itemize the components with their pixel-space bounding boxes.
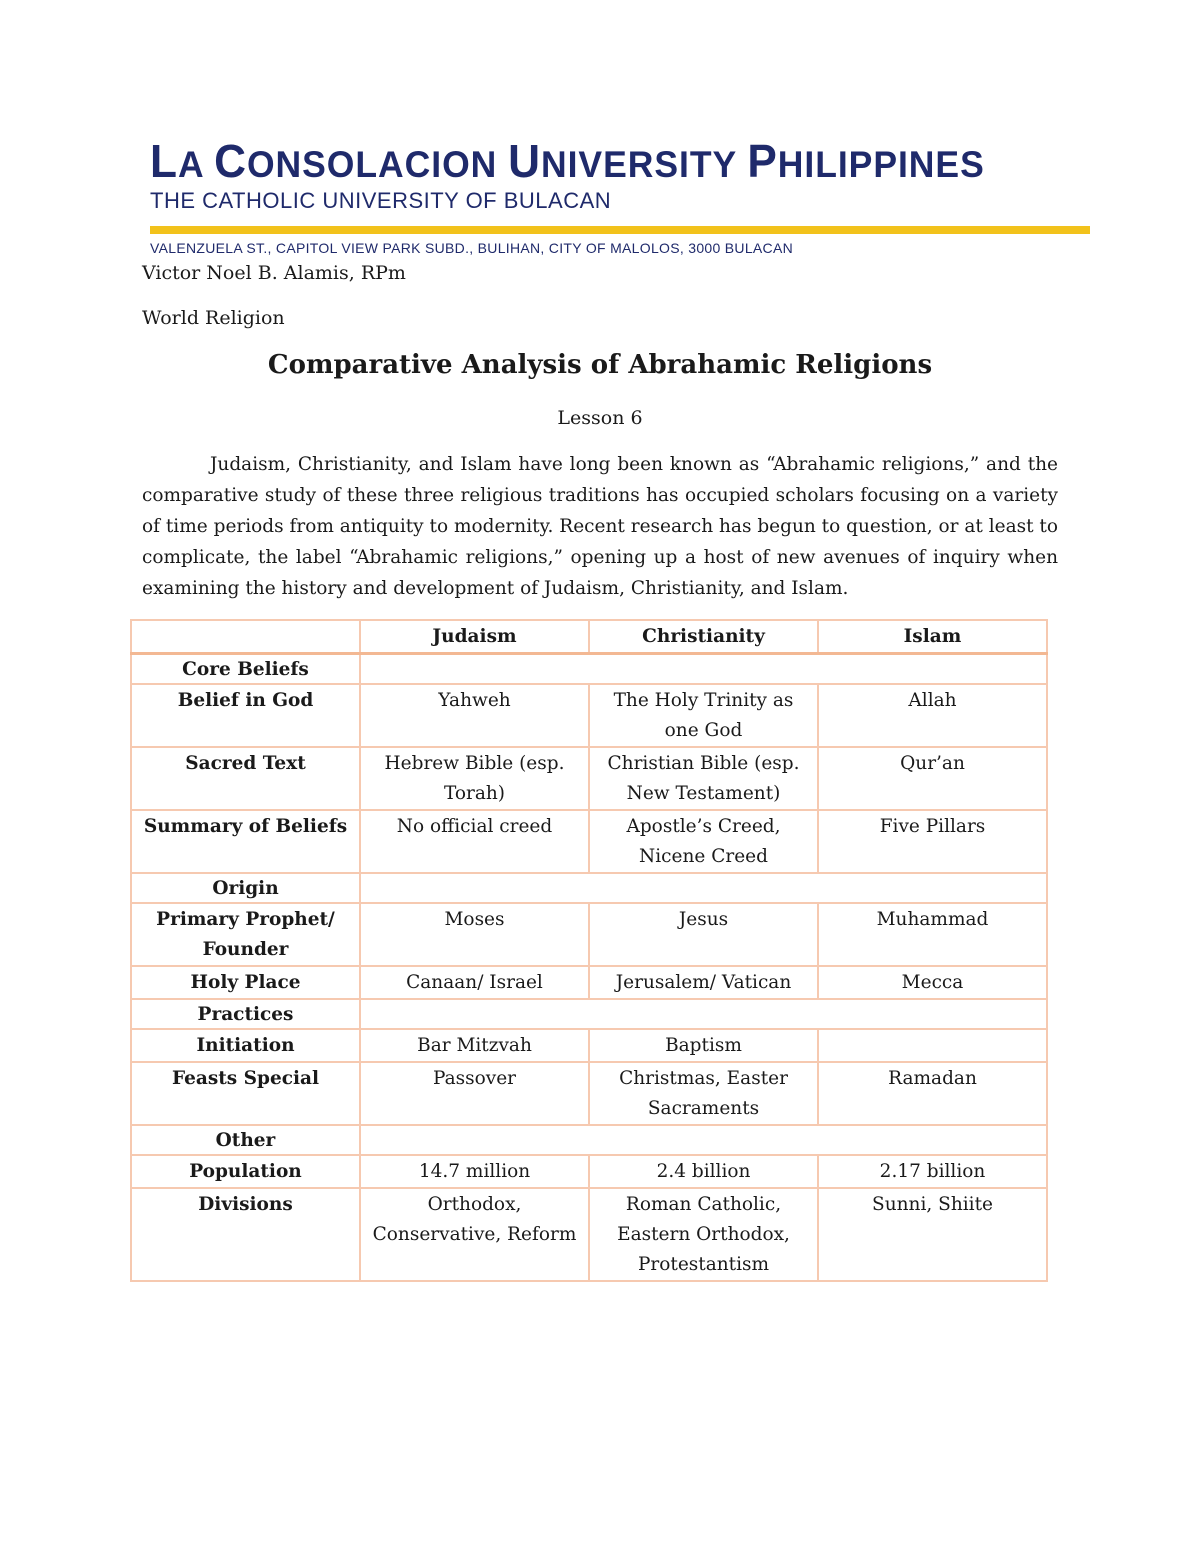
row-label: Belief in God (131, 684, 360, 747)
table-cell: 2.17 billion (818, 1155, 1047, 1188)
university-subtitle: THE CATHOLIC UNIVERSITY OF BULACAN (150, 188, 612, 213)
table-cell: 2.4 billion (589, 1155, 818, 1188)
section-label: Other (131, 1125, 360, 1155)
table-cell: Jesus (589, 903, 818, 966)
table-cell: Baptism (589, 1029, 818, 1062)
section-empty-cell (360, 654, 1047, 685)
table-cell: Ramadan (818, 1062, 1047, 1125)
table-row (131, 903, 1047, 966)
comparison-table (130, 619, 1048, 1282)
university-address: VALENZUELA ST., CAPITOL VIEW PARK SUBD., BULIHAN, CITY OF MALOLOS, 3000 BULACAN (150, 240, 794, 256)
table-cell: Sunni, Shiite (818, 1188, 1047, 1281)
university-name: LA CONSOLACION UNIVERSITY PHILIPPINES (150, 135, 985, 187)
row-label: Population (131, 1155, 360, 1188)
table-cell: Jerusalem/ Vatican (589, 966, 818, 999)
row-label: Divisions (131, 1188, 360, 1281)
section-label: Origin (131, 873, 360, 903)
header-cell: Islam (818, 620, 1047, 654)
table-cell (818, 1029, 1047, 1062)
table-cell: Christmas, Easter Sacraments (589, 1062, 818, 1125)
lesson-label: Lesson 6 (557, 407, 643, 429)
intro-paragraph (142, 449, 1058, 604)
section-empty-cell (360, 873, 1047, 903)
table-cell: Hebrew Bible (esp. Torah) (360, 747, 589, 810)
author-name: Victor Noel B. Alamis, RPm (142, 262, 406, 284)
table-section-row (131, 873, 1047, 903)
table-cell: Yahweh (360, 684, 589, 747)
table-cell: Muhammad (818, 903, 1047, 966)
table-cell: Moses (360, 903, 589, 966)
table-cell: Five Pillars (818, 810, 1047, 873)
letterhead-logo (150, 135, 1090, 213)
section-empty-cell (360, 1125, 1047, 1155)
row-label: Feasts Special (131, 1062, 360, 1125)
table-row (131, 684, 1047, 747)
row-label: Holy Place (131, 966, 360, 999)
table-cell: Roman Catholic, Eastern Orthodox, Protestantism (589, 1188, 818, 1281)
table-row (131, 810, 1047, 873)
header-cell: Christianity (589, 620, 818, 654)
row-label: Initiation (131, 1029, 360, 1062)
table-header-row (131, 620, 1047, 654)
table-cell: Orthodox, Conservative, Reform (360, 1188, 589, 1281)
table-cell: Mecca (818, 966, 1047, 999)
section-empty-cell (360, 999, 1047, 1029)
section-label: Practices (131, 999, 360, 1029)
section-label: Core Beliefs (131, 654, 360, 685)
intro-paragraph-text: Judaism, Christianity, and Islam have long been known as “Abrahamic religions,” and the comparative study of these three religious traditions has occupied scholars focusing on a variety of time periods from antiquity to modernity. Recent research has begun to question, or at least to complicate, the label “Abrahamic religions,” opening up a host of new avenues of inquiry when examining the history and development of Judaism, Christianity, and Islam. (142, 454, 1058, 599)
table-cell: Bar Mitzvah (360, 1029, 589, 1062)
table-row (131, 1188, 1047, 1281)
table-section-row (131, 1125, 1047, 1155)
table-cell: 14.7 million (360, 1155, 589, 1188)
table-section-row (131, 654, 1047, 685)
table-section-row (131, 999, 1047, 1029)
table-cell: The Holy Trinity as one God (589, 684, 818, 747)
table-row (131, 1062, 1047, 1125)
letterhead-divider (150, 226, 1090, 234)
row-label: Sacred Text (131, 747, 360, 810)
subject-name: World Religion (142, 307, 285, 329)
table-cell: Christian Bible (esp. New Testament) (589, 747, 818, 810)
table-cell: Qur’an (818, 747, 1047, 810)
row-label: Primary Prophet/ Founder (131, 903, 360, 966)
table-row (131, 1155, 1047, 1188)
table-cell: Apostle’s Creed, Nicene Creed (589, 810, 818, 873)
header-cell (131, 620, 360, 654)
document-title: Comparative Analysis of Abrahamic Religions (267, 350, 933, 380)
table-row (131, 966, 1047, 999)
table-cell: No official creed (360, 810, 589, 873)
table-row (131, 747, 1047, 810)
table-row (131, 1029, 1047, 1062)
table-cell: Canaan/ Israel (360, 966, 589, 999)
table-cell: Allah (818, 684, 1047, 747)
table-cell: Passover (360, 1062, 589, 1125)
header-cell: Judaism (360, 620, 589, 654)
row-label: Summary of Beliefs (131, 810, 360, 873)
